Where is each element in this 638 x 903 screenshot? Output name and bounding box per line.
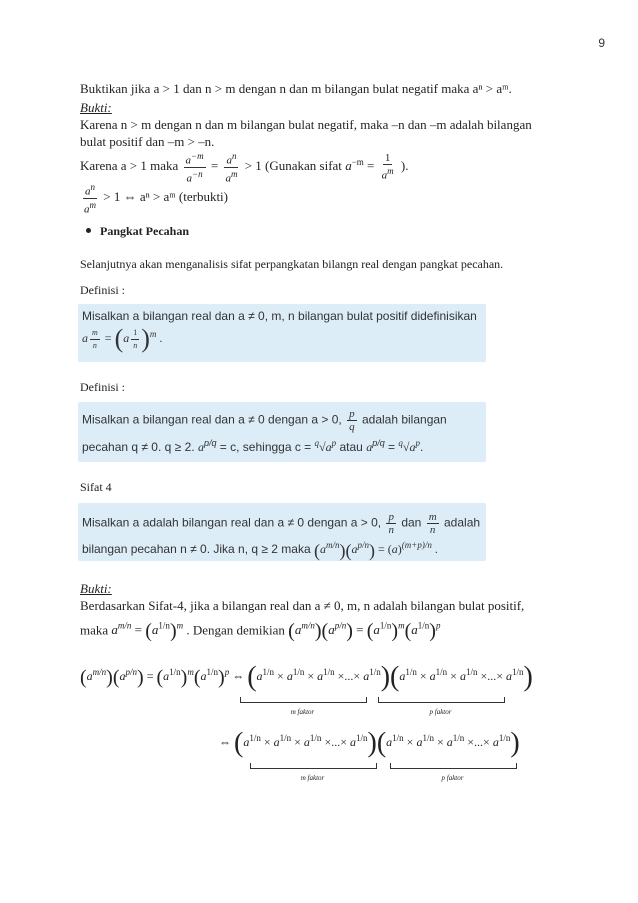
- proof-2-line-2-pre: maka: [80, 622, 109, 638]
- box-3-dan: dan: [401, 515, 422, 530]
- underbrace-m-1: [240, 697, 367, 703]
- proof-2-line-2-mid: . Dengan demikian: [186, 622, 285, 638]
- box-2-line-2: pecahan q ≠ 0. q ≥ 2. $a^{p/q} = c$, sehingga $c = ^q√a^p$ atau $a^{p/q} = ^q√a^p$.: [82, 438, 424, 454]
- page-number: 9: [598, 36, 605, 50]
- proof-2-bukti-label: Bukti:: [80, 581, 112, 596]
- proof-2-line-3: $(a^{m/n})(a^{p/n}) = (a^{1/n})^m(a^{1/n})^p$ ⇔ ($a^{1/n} \times a^{1/n} \times a^{1/n}$ ×...× $a^{1/n})(a^{1/n} \times a^{1/n} \times a^{1/n}$ ×...× $a^{1/n}$): [80, 661, 533, 693]
- fraction-an-over-am-2: $\frac{a^n}{a^m}$: [84, 182, 96, 216]
- proof-1-line-3-end: ).: [400, 158, 409, 174]
- box-2-line-1: [82, 408, 447, 433]
- proof-1-statement: Buktikan jika a > 1 dan n > m dengan n dan m bilangan bulat negatif maka aⁿ > aᵐ.: [80, 81, 512, 96]
- box-3-line-2-pre: bilangan pecahan n ≠ 0. Jika n, q ≥ 2 maka: [82, 541, 311, 556]
- definisi-1-label: Definisi :: [80, 283, 125, 297]
- underbrace-p-1: [378, 697, 505, 703]
- fraction-m-over-n: $\frac{m}{n}$: [428, 511, 437, 536]
- underbrace-p-2: [390, 763, 517, 769]
- proof-2-line-2: maka $a^{m/n} = (a^{1/n})^m$ . Dengan demikian $(a^{m/n})(a^{p/n}) = (a^{1/n})^m(a^{1/n})^p$: [80, 620, 441, 643]
- sifat-4-label: Sifat 4: [80, 480, 112, 494]
- proof-1-line-1: Karena n > m dengan n dan m bilangan bulat negatif, maka –n dan –m adalah bilangan: [80, 117, 532, 132]
- proof-1-line-3-post: > 1 (Gunakan sifat: [244, 158, 342, 174]
- fraction-a-m-over-a-n: $\frac{a^{-m}}{a^{-n}}$: [185, 151, 204, 185]
- bullet-icon: [86, 228, 91, 233]
- definition-box-2: [78, 402, 486, 462]
- box-3-line-1-pre: Misalkan a adalah bilangan real dan a ≠ 0 dengan a > 0,: [82, 515, 382, 530]
- proof-1-line-3-pre: Karena a > 1 maka: [80, 158, 179, 174]
- underbrace-m-2: [250, 763, 377, 769]
- box-2-line-1-pre: Misalkan a bilangan real dan a ≠ 0 dengan a > 0,: [82, 412, 342, 427]
- box-3-line-2: bilangan pecahan n ≠ 0. Jika n, q ≥ 2 maka $(a^{m/n})(a^{p/n}) = (a)^{(m+p)/n}$ .: [82, 539, 438, 560]
- section-heading: Pangkat Pecahan: [100, 224, 190, 238]
- definition-box-1: [78, 304, 486, 362]
- label-m-faktor-1: m faktor: [290, 708, 315, 716]
- label-m-faktor-2: m faktor: [300, 774, 325, 782]
- box-2-atau: atau: [339, 440, 363, 454]
- fraction-p-over-q-2: $\frac{p}{n}$: [388, 511, 394, 536]
- box-2-line-2-pre: pecahan q ≠ 0. q ≥ 2.: [82, 440, 195, 454]
- box-1-line-1: Misalkan a bilangan real dan a ≠ 0, m, n bilangan bulat positif didefinisikan: [82, 309, 477, 323]
- proof-1-line-4-text: > 1 ⇔ aⁿ > aᵐ (terbukti): [103, 189, 228, 205]
- proof-1-line-4: [80, 181, 228, 215]
- box-3-line-1: [82, 511, 480, 536]
- definisi-2-label: Definisi :: [80, 380, 125, 394]
- proof-2-line-4: ⇔ ($a^{1/n} \times a^{1/n} \times a^{1/n}$ ×...× $a^{1/n})(a^{1/n} \times a^{1/n} \times a^{1/n}$ ×...× $a^{1/n}$): [219, 727, 520, 759]
- fraction-p-over-q: $\frac{p}{q}$: [349, 408, 355, 433]
- box-2-line-1-post: adalah bilangan: [361, 412, 447, 427]
- intro-paragraph: Selanjutnya akan menganalisis sifat perpangkatan bilangn real dengan pangkat pecahan.: [80, 257, 504, 271]
- proof-2-line-1: Berdasarkan Sifat-4, jika a bilangan real dan a ≠ 0, m, n adalah bilangan bulat positif,: [80, 598, 525, 613]
- proof-1-line-3: Karena a > 1 maka $\frac{a^{-m}}{a^{-n}}$ = $\frac{a^n}{a^m}$ > 1 (Gunakan sifat $a^{-m}$ = $\frac{1}{a^m}$ ).: [80, 151, 409, 185]
- proof-1-bukti-label: Bukti:: [80, 100, 112, 115]
- box-1-formula: a $\frac{m}{n}$ = (a $\frac{1}{n}$ )$^m$ .: [82, 324, 163, 353]
- label-p-faktor-2: p faktor: [441, 774, 464, 782]
- sifat-4-box: [78, 503, 486, 561]
- proof-1-line-2: bulat positif dan –m > –n.: [80, 134, 215, 149]
- fraction-one-over-am: $\frac{1}{a^m}$: [381, 152, 394, 182]
- box-2-line-2-mid: = c, sehingga c =: [219, 440, 312, 454]
- fraction-an-over-am: $\frac{a^n}{a^m}$: [225, 151, 238, 185]
- box-3-line-1-post: adalah: [444, 515, 481, 530]
- label-p-faktor-1: p faktor: [429, 708, 452, 716]
